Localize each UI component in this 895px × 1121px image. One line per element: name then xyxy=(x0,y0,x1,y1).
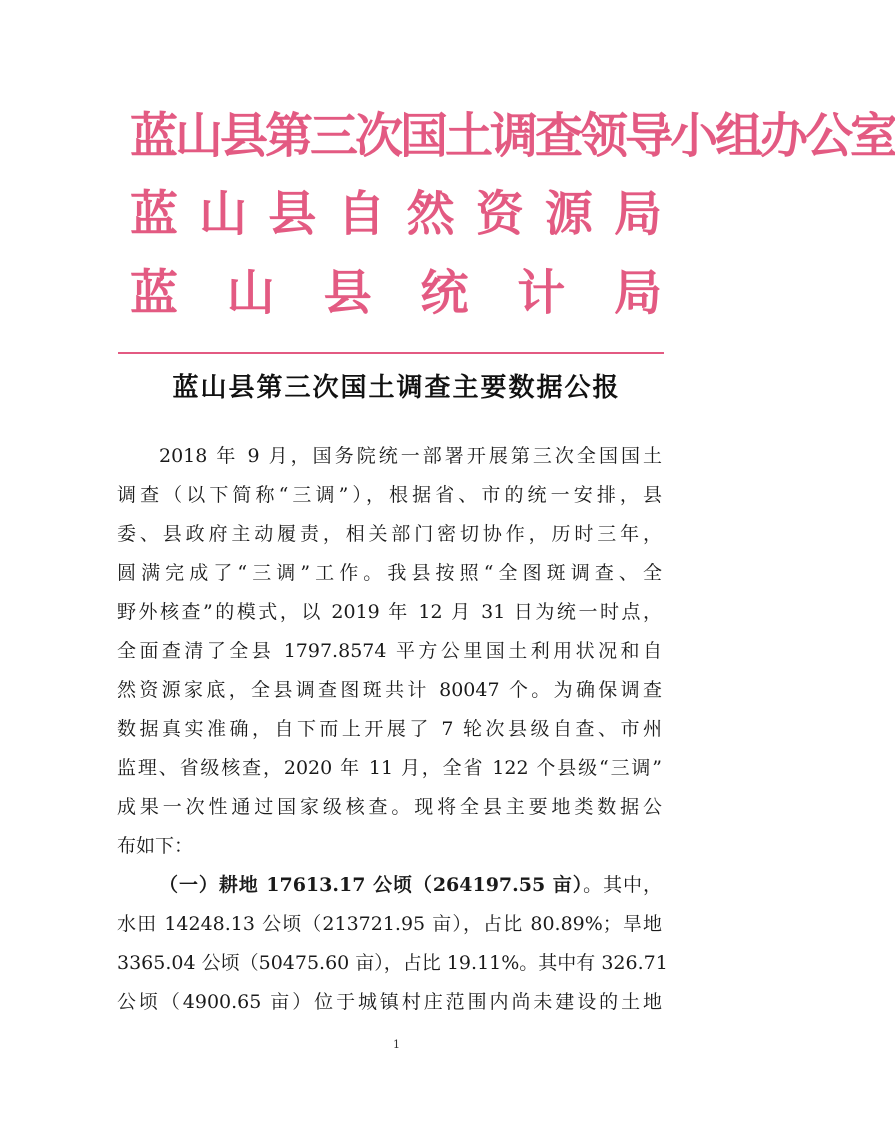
body-line: 数据真实准确，自下而上开展了 7 轮次县级自查、市州 xyxy=(117,718,662,740)
issuer-char: 局 xyxy=(613,186,662,242)
issuer-char: 县 xyxy=(323,265,372,321)
issuer-char: 蓝 xyxy=(130,186,179,242)
body-line: 3365.04 公顷（50475.60 亩），占比 19.11%。其中有 326.71 xyxy=(117,952,668,974)
document-title: 蓝山县第三次国土调查主要数据公报 xyxy=(172,373,621,403)
issuer-line-1 xyxy=(130,106,895,166)
header-divider xyxy=(118,352,664,354)
page-number: 1 xyxy=(393,1038,400,1051)
issuer-line-3 xyxy=(130,263,662,323)
issuer-char: 县 xyxy=(268,186,317,242)
body-line: 布如下： xyxy=(117,835,194,857)
body-line: 全面查清了全县 1797.8574 平方公里国土利用状况和自 xyxy=(117,640,662,662)
section-heading-tail: 。其中， xyxy=(583,874,662,896)
body-line: 水田 14248.13 公顷（213721.95 亩），占比 80.89%；旱地 xyxy=(117,913,662,935)
issuer-line-2 xyxy=(130,184,662,244)
body-line: 监理、省级核查，2020 年 11 月，全省 122 个县级“三调” xyxy=(117,757,662,779)
body-line: 2018 年 9 月，国务院统一部署开展第三次全国国土 xyxy=(159,445,662,467)
body-line: 委、县政府主动履责，相关部门密切协作，历时三年， xyxy=(117,523,662,545)
body-line: 公顷（4900.65 亩）位于城镇村庄范围内尚未建设的土地 xyxy=(117,991,662,1013)
issuer-char: 局 xyxy=(613,265,662,321)
issuer-char: 然 xyxy=(406,186,455,242)
section-heading: （一）耕地 17613.17 公顷（264197.55 亩） xyxy=(159,874,584,896)
issuer-char: 计 xyxy=(517,265,566,321)
body-line: 野外核查”的模式，以 2019 年 12 月 31 日为统一时点， xyxy=(117,601,662,623)
issuer-char: 自 xyxy=(337,186,386,242)
issuer-char: 蓝 xyxy=(130,265,179,321)
body-line: 圆满完成了“三调”工作。我县按照“全图斑调查、全 xyxy=(117,562,662,584)
issuer-char: 山 xyxy=(199,186,248,242)
issuer-char: 山 xyxy=(226,265,275,321)
issuer-char: 资 xyxy=(475,186,524,242)
issuer-line-1-text: 蓝山县第三次国土调查领导小组办公室 xyxy=(130,108,895,164)
body-line: 然资源家底，全县调查图斑共计 80047 个。为确保调查 xyxy=(117,679,662,701)
issuer-char: 源 xyxy=(544,186,593,242)
section-heading-line xyxy=(159,870,662,900)
body-line: 调查（以下简称“三调”），根据省、市的统一安排，县 xyxy=(117,484,662,506)
issuer-char: 统 xyxy=(420,265,469,321)
body-line: 成果一次性通过国家级核查。现将全县主要地类数据公 xyxy=(117,796,662,818)
